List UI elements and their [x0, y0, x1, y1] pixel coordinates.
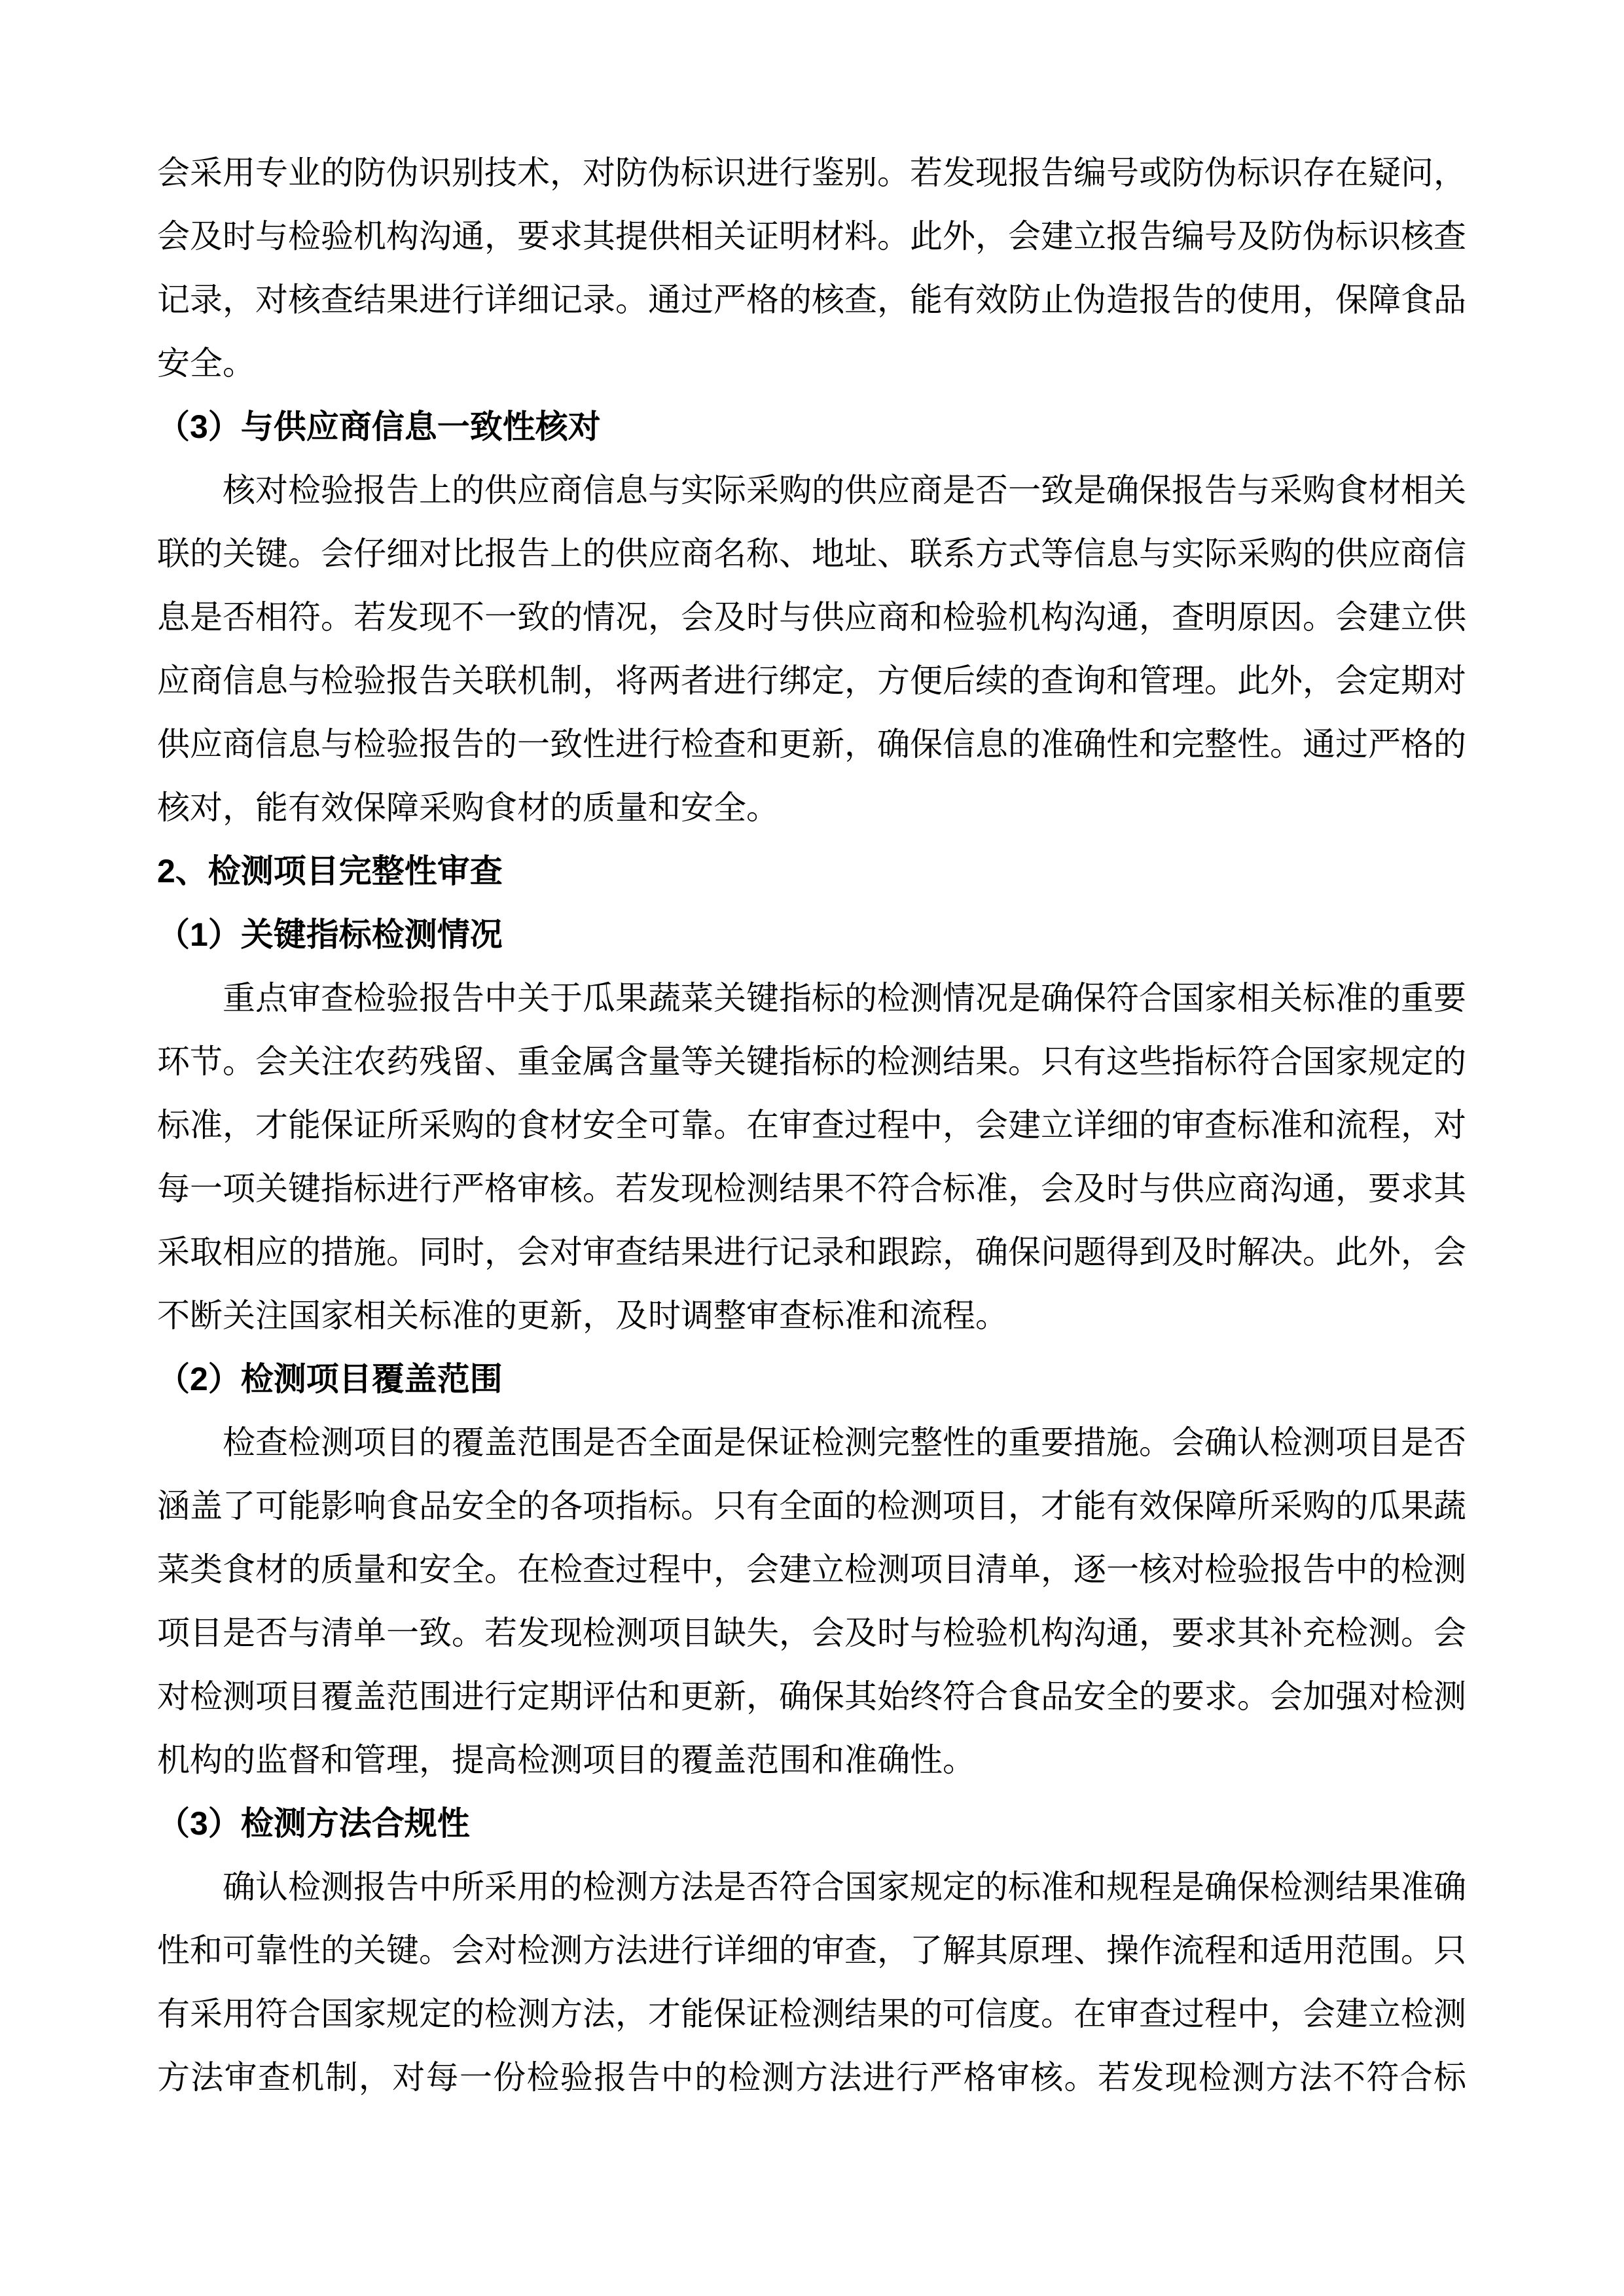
- paragraph-line: 每一项关键指标进行严格审核。若发现检测结果不符合标准，会及时与供应商沟通，要求其: [157, 1170, 1466, 1207]
- paragraph-line: 项目是否与清单一致。若发现检测项目缺失，会及时与检验机构沟通，要求其补充检测。会: [157, 1615, 1466, 1651]
- paragraph-line: 检查检测项目的覆盖范围是否全面是保证检测完整性的重要措施。会确认检测项目是否: [223, 1424, 1466, 1461]
- paragraph-line: 不断关注国家相关标准的更新，及时调整审查标准和流程。: [157, 1297, 1008, 1334]
- section-heading: （1）关键指标检测情况: [157, 916, 503, 953]
- paragraph-line: 供应商信息与检验报告的一致性进行检查和更新，确保信息的准确性和完整性。通过严格的: [157, 726, 1466, 762]
- paragraph-line: 有采用符合国家规定的检测方法，才能保证检测结果的可信度。在审查过程中，会建立检测: [157, 1996, 1466, 2032]
- paragraph-line: 息是否相符。若发现不一致的情况，会及时与供应商和检验机构沟通，查明原因。会建立供: [157, 599, 1466, 636]
- paragraph-line: 标准，才能保证所采购的食材安全可靠。在审查过程中，会建立详细的审查标准和流程，对: [157, 1107, 1466, 1143]
- paragraph-line: 机构的监督和管理，提高检测项目的覆盖范围和准确性。: [157, 1742, 975, 1778]
- paragraph-line: 记录，对核查结果进行详细记录。通过严格的核查，能有效防止伪造报告的使用，保障食品: [157, 281, 1466, 318]
- paragraph-line: 会采用专业的防伪识别技术，对防伪标识进行鉴别。若发现报告编号或防伪标识存在疑问，: [157, 154, 1466, 191]
- paragraph-line: 应商信息与检验报告关联机制，将两者进行绑定，方便后续的查询和管理。此外，会定期对: [157, 662, 1466, 699]
- paragraph-line: 联的关键。会仔细对比报告上的供应商名称、地址、联系方式等信息与实际采购的供应商信: [157, 535, 1466, 572]
- paragraph-line: 对检测项目覆盖范围进行定期评估和更新，确保其始终符合食品安全的要求。会加强对检测: [157, 1678, 1466, 1715]
- section-heading: （2）检测项目覆盖范围: [157, 1361, 503, 1397]
- section-heading: 2、检测项目完整性审查: [157, 853, 503, 889]
- paragraph-line: 方法审查机制，对每一份检验报告中的检测方法进行严格审核。若发现检测方法不符合标: [157, 2059, 1466, 2096]
- paragraph-line: 安全。: [157, 345, 255, 382]
- paragraph-line: 性和可靠性的关键。会对检测方法进行详细的审查，了解其原理、操作流程和适用范围。只: [157, 1932, 1466, 1969]
- section-heading: （3）与供应商信息一致性核对: [157, 408, 601, 445]
- document-content: [157, 141, 1466, 2109]
- paragraph-line: 核对，能有效保障采购食材的质量和安全。: [157, 789, 779, 826]
- section-heading: （3）检测方法合规性: [157, 1805, 470, 1842]
- paragraph-line: 涵盖了可能影响食品安全的各项指标。只有全面的检测项目，才能有效保障所采购的瓜果蔬: [157, 1488, 1466, 1524]
- paragraph-line: 环节。会关注农药残留、重金属含量等关键指标的检测结果。只有这些指标符合国家规定的: [157, 1043, 1466, 1080]
- paragraph-line: 菜类食材的质量和安全。在检查过程中，会建立检测项目清单，逐一核对检验报告中的检测: [157, 1551, 1466, 1588]
- paragraph-line: 确认检测报告中所采用的检测方法是否符合国家规定的标准和规程是确保检测结果准确: [223, 1869, 1466, 1905]
- paragraph-line: 重点审查检验报告中关于瓜果蔬菜关键指标的检测情况是确保符合国家相关标准的重要: [223, 980, 1466, 1016]
- paragraph-line: 采取相应的措施。同时，会对审查结果进行记录和跟踪，确保问题得到及时解决。此外，会: [157, 1234, 1466, 1270]
- paragraph-line: 核对检验报告上的供应商信息与实际采购的供应商是否一致是确保报告与采购食材相关: [223, 472, 1466, 509]
- paragraph-line: 会及时与检验机构沟通，要求其提供相关证明材料。此外，会建立报告编号及防伪标识核查: [157, 218, 1466, 255]
